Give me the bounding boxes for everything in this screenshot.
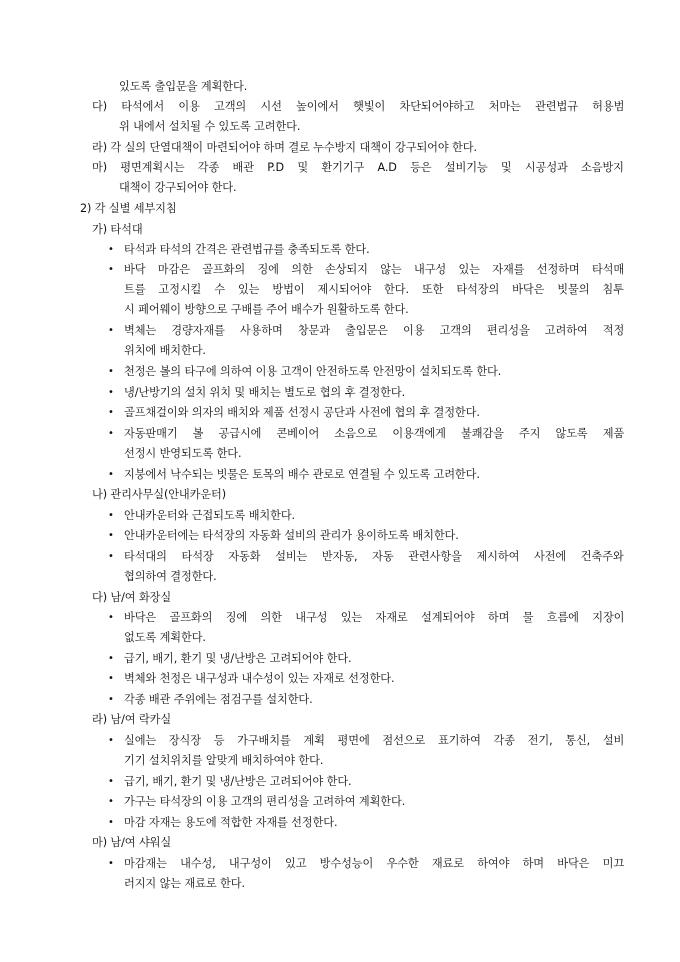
text-line: 타석과 타석의 간격은 관련법규를 충족되도록 한다.: [124, 243, 370, 256]
text-line: 바닥 마감은 골프화의 징에 의한 손상되지 않는 내구성 있는 자재를 선정하며 타석매: [124, 263, 625, 276]
text-line: 러지지 않는 재료로 한다.: [124, 877, 245, 890]
text-line: 라) 각 실의 단열대책이 마련되어야 하며 결로 누수방지 대책이 강구되어야 한다.: [92, 141, 477, 154]
bullet-icon: •: [108, 694, 114, 705]
text-line: 나) 관리사무실(안내카운터): [92, 488, 227, 501]
text-line: 마) 남/여 샤워실: [92, 836, 172, 849]
text-line: 다) 남/여 화장실: [92, 591, 172, 604]
text-line: 협의하여 결정한다.: [124, 570, 217, 583]
bullet-icon: •: [108, 673, 114, 684]
text-line: 다) 타석에서 이용 고객의 시선 높이에서 햇빛이 차단되어야하고 처마는 관련법규 허용범: [92, 100, 625, 113]
bullet-icon: •: [108, 366, 114, 377]
bullet-icon: •: [108, 428, 114, 439]
text-line: 골프채걸이와 의자의 배치와 제품 선정시 공단과 사전에 협의 후 결정한다.: [124, 406, 480, 419]
bullet-icon: •: [108, 735, 114, 746]
text-line: 선정시 반영되도록 한다.: [124, 447, 242, 460]
text-line: 기기 설치위치를 알맞게 배치하여야 한다.: [124, 754, 324, 767]
text-line: 냉/난방기의 설치 위치 및 배치는 별도로 협의 후 결정한다.: [124, 386, 406, 399]
bullet-icon: •: [108, 796, 114, 807]
text-line: 벽체와 천정은 내구성과 내수성이 있는 자재로 선정한다.: [124, 672, 395, 685]
text-line: 급기, 배기, 환기 및 냉/난방은 고려되어야 한다.: [124, 775, 352, 788]
text-line: 없도록 계획한다.: [124, 631, 206, 644]
bullet-icon: •: [108, 653, 114, 664]
text-line: 트를 고정시킬 수 있는 방법이 제시되어야 한다. 또한 타석장의 바닥은 빗물의 침투: [124, 283, 624, 296]
text-line: 안내카운터와 근접되도록 배치한다.: [124, 509, 295, 522]
bullet-icon: •: [108, 387, 114, 398]
text-line: 마감 자재는 용도에 적합한 자재를 선정한다.: [124, 816, 338, 829]
bullet-icon: •: [108, 244, 114, 255]
text-line: 위 내에서 설치될 수 있도록 고려한다.: [119, 120, 301, 133]
text-line: 가) 타석대: [92, 223, 143, 236]
text-line: 자동판매기 볼 공급시에 콘베이어 소음으로 이용객에게 불쾌감을 주지 않도록 제품: [124, 427, 625, 440]
bullet-icon: •: [108, 407, 114, 418]
text-line: 2) 각 실별 세부지침: [80, 202, 177, 215]
text-line: 안내카운터에는 타석장의 자동화 설비의 관리가 용이하도록 배치한다.: [124, 529, 459, 542]
bullet-icon: •: [108, 858, 114, 869]
bullet-icon: •: [108, 551, 114, 562]
text-line: 급기, 배기, 환기 및 냉/난방은 고려되어야 한다.: [124, 652, 352, 665]
bullet-icon: •: [108, 817, 114, 828]
text-line: 위치에 배치한다.: [124, 344, 206, 357]
text-line: 시 페어웨이 방향으로 구배를 주어 배수가 원활하도록 한다.: [124, 303, 409, 316]
text-line: 벽체는 경량자재를 사용하며 창문과 출입문은 이용 고객의 편리성을 고려하여 적정: [124, 324, 625, 337]
bullet-icon: •: [108, 510, 114, 521]
bullet-icon: •: [108, 325, 114, 336]
bullet-icon: •: [108, 776, 114, 787]
text-line: 천정은 볼의 타구에 의하여 이용 고객이 안전하도록 안전망이 설치되도록 한다.: [124, 365, 502, 378]
text-line: 마) 평면계획시는 각종 배관 P.D 및 환기기구 A.D 등은 설비기능 및 시공성과 소음방지: [92, 161, 624, 174]
bullet-icon: •: [108, 530, 114, 541]
text-line: 가구는 타석장의 이용 고객의 편리성을 고려하여 계획한다.: [124, 795, 406, 808]
text-line: 각종 배관 주위에는 점검구를 설치한다.: [124, 693, 313, 706]
text-line: 라) 남/여 락카실: [92, 713, 172, 726]
text-line: 마감재는 내수성, 내구성이 있고 방수성능이 우수한 재료로 하여야 하며 바닥은 미끄: [124, 857, 625, 870]
bullet-icon: •: [108, 612, 114, 623]
text-line: 있도록 출입문을 계획한다.: [119, 80, 248, 93]
text-line: 실에는 장식장 등 가구배치를 계획 평면에 점선으로 표기하여 각종 전기, 통신, 설비: [124, 734, 625, 747]
text-line: 타석대의 타석장 자동화 설비는 반자동, 자동 관련사항을 제시하여 사전에 건축주와: [124, 550, 624, 563]
bullet-icon: •: [108, 264, 114, 275]
text-line: 대책이 강구되어야 한다.: [119, 181, 237, 194]
text-line: 지붕에서 낙수되는 빗물은 토목의 배수 관로로 연결될 수 있도록 고려한다.: [124, 468, 480, 481]
text-line: 바닥은 골프화의 징에 의한 내구성 있는 자재로 설계되어야 하며 물 흐름에 지장이: [124, 611, 625, 624]
bullet-icon: •: [108, 469, 114, 480]
